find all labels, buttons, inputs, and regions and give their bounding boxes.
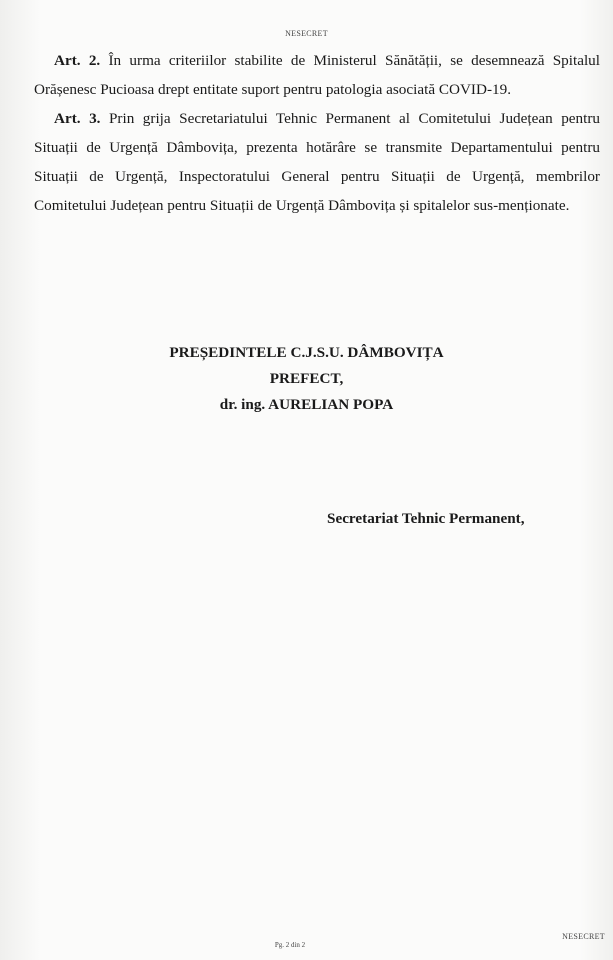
classification-footer: NESECRET — [562, 932, 605, 941]
article-2-text: În urma criteriilor stabilite de Ministerul Sănătății, se desemnează Spitalul Orășenesc Pucioasa drept entitate suport pentru patologia asociată COVID-19. — [34, 52, 600, 98]
signature-name: dr. ing. AURELIAN POPA — [219, 396, 394, 413]
secretariat-label: Secretariat Tehnic Permanent, — [327, 510, 525, 527]
page-number: Pg. 2 din 2 — [274, 941, 306, 949]
classification-header: NESECRET — [285, 29, 328, 38]
signature-block — [0, 340, 613, 418]
signature-title: PREȘEDINTELE C.J.S.U. DÂMBOVIȚA — [169, 344, 444, 361]
article-2-label: Art. 2. — [54, 52, 101, 69]
article-3-text: Prin grija Secretariatului Tehnic Permanent al Comitetului Județean pentru Situații de Urgență Dâmbovița, prezenta hotărâre se transmite Departamentului pentru Situații de Urgență, Inspectoratului General pentru Situații de Urgență, membrilor Comitetului Județean pentru Situații de Urgență Dâmbovița și spitalelor sus-menționate. — [34, 110, 600, 214]
article-2 — [34, 46, 600, 104]
article-3 — [34, 104, 600, 220]
signature-role: PREFECT, — [269, 370, 344, 387]
article-3-label: Art. 3. — [54, 110, 101, 127]
